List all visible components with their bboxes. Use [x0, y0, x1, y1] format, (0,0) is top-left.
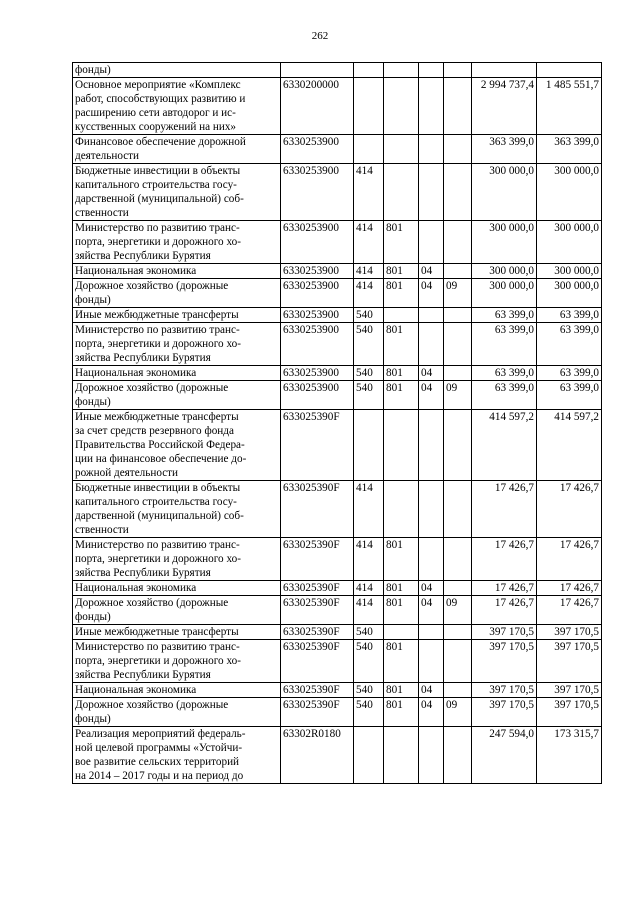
cell-amount-2: 397 170,5: [537, 683, 602, 698]
cell-amount-1: 300 000,0: [472, 221, 537, 264]
table-row: [73, 727, 602, 784]
table-row: [73, 698, 602, 727]
cell-name-line: на 2014 – 2017 годы и на период до: [75, 770, 244, 782]
cell-amount-1: 63 399,0: [472, 381, 537, 410]
cell-name-line: ственности: [75, 207, 129, 219]
cell-name: [73, 727, 281, 784]
table-row: [73, 581, 602, 596]
cell-amount-2: 173 315,7: [537, 727, 602, 784]
cell-section: [419, 538, 444, 581]
cell-program-code: 6330253900: [281, 221, 354, 264]
cell-program-code: 6330253900: [281, 366, 354, 381]
cell-amount-1: 397 170,5: [472, 698, 537, 727]
table-row: [73, 683, 602, 698]
cell-expense-type: 414: [354, 264, 384, 279]
cell-amount-2: 17 426,7: [537, 538, 602, 581]
cell-program-code: 633025390F: [281, 640, 354, 683]
cell-expense-type: 414: [354, 221, 384, 264]
cell-name-line: фонды): [75, 294, 111, 306]
cell-section: [419, 135, 444, 164]
cell-subsection: [444, 366, 472, 381]
cell-amount-1: 414 597,2: [472, 410, 537, 481]
cell-program-code: 633025390F: [281, 596, 354, 625]
cell-amount-2: 17 426,7: [537, 581, 602, 596]
cell-expense-type: 540: [354, 640, 384, 683]
cell-ministry-code: [384, 481, 419, 538]
cell-name: [73, 596, 281, 625]
cell-expense-type: 414: [354, 581, 384, 596]
cell-ministry-code: 801: [384, 381, 419, 410]
cell-ministry-code: [384, 78, 419, 135]
cell-name-line: порта, энергетики и дорожного хо-: [75, 338, 241, 350]
cell-ministry-code: 801: [384, 683, 419, 698]
cell-ministry-code: [384, 308, 419, 323]
cell-ministry-code: 801: [384, 323, 419, 366]
cell-name-line: дарственной (муниципальной) соб-: [75, 193, 244, 205]
cell-amount-2: 63 399,0: [537, 323, 602, 366]
cell-section: [419, 164, 444, 221]
cell-expense-type: 540: [354, 698, 384, 727]
cell-name-line: зяйства Республики Бурятия: [75, 669, 211, 681]
cell-section: [419, 640, 444, 683]
cell-program-code: 6330253900: [281, 264, 354, 279]
cell-expense-type: 540: [354, 366, 384, 381]
cell-amount-2: 17 426,7: [537, 481, 602, 538]
cell-name-line: работ, способствующих развитию и: [75, 93, 246, 105]
cell-name: [73, 410, 281, 481]
cell-amount-1: 397 170,5: [472, 625, 537, 640]
cell-name-line: фонды): [75, 611, 111, 623]
table-row: [73, 640, 602, 683]
cell-amount-1: 63 399,0: [472, 366, 537, 381]
cell-name-line: расширению сети автодорог и ис-: [75, 107, 236, 119]
cell-program-code: 633025390F: [281, 481, 354, 538]
cell-name-line: Реализация мероприятий федераль-: [75, 728, 246, 740]
cell-name-line: деятельности: [75, 150, 140, 162]
cell-section: 04: [419, 683, 444, 698]
cell-expense-type: 414: [354, 481, 384, 538]
cell-name: [73, 698, 281, 727]
cell-amount-1: 63 399,0: [472, 323, 537, 366]
cell-section: 04: [419, 381, 444, 410]
cell-subsection: [444, 63, 472, 78]
cell-name: [73, 640, 281, 683]
cell-subsection: [444, 625, 472, 640]
cell-ministry-code: 801: [384, 581, 419, 596]
cell-amount-1: 363 399,0: [472, 135, 537, 164]
cell-name-line: зяйства Республики Бурятия: [75, 567, 211, 579]
cell-expense-type: [354, 410, 384, 481]
cell-subsection: 09: [444, 279, 472, 308]
cell-program-code: 6330253900: [281, 164, 354, 221]
cell-amount-2: 63 399,0: [537, 381, 602, 410]
cell-name-line: Дорожное хозяйство (дорожные: [75, 280, 229, 292]
cell-name-line: Бюджетные инвестиции в объекты: [75, 165, 241, 177]
cell-amount-2: 300 000,0: [537, 264, 602, 279]
cell-ministry-code: 801: [384, 596, 419, 625]
cell-amount-2: 1 485 551,7: [537, 78, 602, 135]
cell-section: [419, 410, 444, 481]
cell-amount-1: 17 426,7: [472, 596, 537, 625]
cell-name-line: Министерство по развитию транс-: [75, 324, 240, 336]
cell-subsection: [444, 538, 472, 581]
cell-section: [419, 625, 444, 640]
cell-amount-1: 17 426,7: [472, 538, 537, 581]
cell-subsection: 09: [444, 698, 472, 727]
cell-subsection: 09: [444, 596, 472, 625]
cell-amount-2: 17 426,7: [537, 596, 602, 625]
cell-section: 04: [419, 264, 444, 279]
cell-section: 04: [419, 279, 444, 308]
cell-name-line: порта, энергетики и дорожного хо-: [75, 553, 241, 565]
cell-ministry-code: 801: [384, 279, 419, 308]
cell-name: [73, 135, 281, 164]
cell-expense-type: 540: [354, 323, 384, 366]
cell-section: [419, 63, 444, 78]
cell-subsection: [444, 727, 472, 784]
cell-name-line: Национальная экономика: [75, 582, 197, 594]
cell-expense-type: 540: [354, 381, 384, 410]
cell-name-line: Министерство по развитию транс-: [75, 222, 240, 234]
table-row: [73, 78, 602, 135]
cell-program-code: 633025390F: [281, 410, 354, 481]
cell-name-line: вое развитие сельских территорий: [75, 756, 240, 768]
cell-amount-1: 2 994 737,4: [472, 78, 537, 135]
cell-ministry-code: 801: [384, 640, 419, 683]
cell-program-code: 6330253900: [281, 323, 354, 366]
cell-amount-2: 363 399,0: [537, 135, 602, 164]
cell-section: [419, 308, 444, 323]
table-row: [73, 596, 602, 625]
cell-name: [73, 581, 281, 596]
cell-amount-1: 63 399,0: [472, 308, 537, 323]
cell-ministry-code: [384, 410, 419, 481]
cell-name-line: Иные межбюджетные трансферты: [75, 309, 239, 321]
cell-subsection: [444, 323, 472, 366]
cell-name-line: за счет средств резервного фонда: [75, 425, 234, 437]
cell-name: [73, 481, 281, 538]
cell-name-line: Иные межбюджетные трансферты: [75, 411, 239, 423]
cell-program-code: 633025390F: [281, 698, 354, 727]
cell-amount-2: 300 000,0: [537, 279, 602, 308]
page-number: 262: [311, 30, 329, 42]
cell-name-line: порта, энергетики и дорожного хо-: [75, 655, 241, 667]
cell-amount-2: 397 170,5: [537, 640, 602, 683]
cell-name-line: Иные межбюджетные трансферты: [75, 626, 239, 638]
cell-name: [73, 164, 281, 221]
cell-name-line: порта, энергетики и дорожного хо-: [75, 236, 241, 248]
cell-subsection: [444, 308, 472, 323]
cell-expense-type: [354, 78, 384, 135]
cell-name: [73, 264, 281, 279]
cell-name-line: дарственной (муниципальной) соб-: [75, 510, 244, 522]
cell-program-code: 633025390F: [281, 683, 354, 698]
table-row: [73, 221, 602, 264]
cell-section: [419, 481, 444, 538]
cell-name-line: Финансовое обеспечение дорожной: [75, 136, 246, 148]
cell-name-line: ственности: [75, 524, 129, 536]
cell-amount-1: 300 000,0: [472, 264, 537, 279]
table-row: [73, 625, 602, 640]
cell-name: [73, 625, 281, 640]
cell-program-code: 63302R0180: [281, 727, 354, 784]
cell-name-line: фонды): [75, 396, 111, 408]
cell-amount-2: 63 399,0: [537, 366, 602, 381]
cell-name-line: фонды): [75, 713, 111, 725]
cell-amount-1: 397 170,5: [472, 683, 537, 698]
cell-name-line: кусственных сооружений на них»: [75, 121, 237, 133]
cell-subsection: [444, 135, 472, 164]
cell-ministry-code: 801: [384, 538, 419, 581]
cell-expense-type: 540: [354, 625, 384, 640]
cell-name: [73, 279, 281, 308]
table-row: [73, 481, 602, 538]
cell-name-line: Национальная экономика: [75, 367, 197, 379]
cell-name-line: Правительства Российской Федера-: [75, 439, 245, 451]
cell-amount-2: 414 597,2: [537, 410, 602, 481]
cell-subsection: [444, 264, 472, 279]
cell-ministry-code: 801: [384, 698, 419, 727]
budget-table: [72, 62, 602, 784]
cell-program-code: 6330253900: [281, 381, 354, 410]
cell-name-line: Национальная экономика: [75, 684, 197, 696]
cell-name-line: Министерство по развитию транс-: [75, 641, 240, 653]
cell-amount-2: [537, 63, 602, 78]
cell-amount-2: 397 170,5: [537, 625, 602, 640]
cell-subsection: [444, 481, 472, 538]
cell-subsection: [444, 581, 472, 596]
cell-ministry-code: [384, 63, 419, 78]
budget-table-body: [73, 63, 602, 784]
cell-ministry-code: [384, 625, 419, 640]
table-row: [73, 264, 602, 279]
cell-ministry-code: [384, 135, 419, 164]
cell-subsection: [444, 78, 472, 135]
cell-amount-1: 17 426,7: [472, 481, 537, 538]
cell-name-line: Министерство по развитию транс-: [75, 539, 240, 551]
cell-subsection: [444, 640, 472, 683]
table-row: [73, 381, 602, 410]
cell-subsection: [444, 164, 472, 221]
cell-section: 04: [419, 698, 444, 727]
cell-amount-1: 397 170,5: [472, 640, 537, 683]
cell-program-code: 633025390F: [281, 538, 354, 581]
cell-name: [73, 323, 281, 366]
cell-amount-1: 300 000,0: [472, 164, 537, 221]
cell-subsection: [444, 221, 472, 264]
cell-amount-1: [472, 63, 537, 78]
table-row: [73, 279, 602, 308]
cell-expense-type: [354, 63, 384, 78]
cell-section: 04: [419, 581, 444, 596]
table-row: [73, 323, 602, 366]
cell-subsection: 09: [444, 381, 472, 410]
cell-section: [419, 727, 444, 784]
cell-ministry-code: 801: [384, 221, 419, 264]
cell-name-line: зяйства Республики Бурятия: [75, 250, 211, 262]
cell-program-code: 633025390F: [281, 625, 354, 640]
cell-name: [73, 366, 281, 381]
cell-name-line: капитального строительства госу-: [75, 179, 237, 191]
cell-section: [419, 323, 444, 366]
cell-expense-type: 414: [354, 279, 384, 308]
cell-amount-2: 397 170,5: [537, 698, 602, 727]
cell-name-line: ной целевой программы «Устойчи-: [75, 742, 243, 754]
cell-program-code: [281, 63, 354, 78]
cell-expense-type: [354, 727, 384, 784]
cell-name: [73, 538, 281, 581]
cell-subsection: [444, 410, 472, 481]
cell-amount-1: 17 426,7: [472, 581, 537, 596]
cell-name: [73, 78, 281, 135]
cell-name: [73, 63, 281, 78]
table-row: [73, 63, 602, 78]
table-row: [73, 366, 602, 381]
cell-name: [73, 683, 281, 698]
cell-name-line: Дорожное хозяйство (дорожные: [75, 597, 229, 609]
cell-program-code: 6330200000: [281, 78, 354, 135]
cell-expense-type: 540: [354, 683, 384, 698]
cell-subsection: [444, 683, 472, 698]
table-row: [73, 538, 602, 581]
cell-name-line: ции на финансовое обеспечение до-: [75, 453, 247, 465]
table-row: [73, 164, 602, 221]
cell-name-line: Национальная экономика: [75, 265, 197, 277]
cell-name-line: зяйства Республики Бурятия: [75, 352, 211, 364]
cell-ministry-code: [384, 164, 419, 221]
cell-ministry-code: 801: [384, 366, 419, 381]
cell-name-line: Основное мероприятие «Комплекс: [75, 79, 241, 91]
cell-section: 04: [419, 366, 444, 381]
cell-ministry-code: 801: [384, 264, 419, 279]
cell-program-code: 6330253900: [281, 135, 354, 164]
cell-name: [73, 308, 281, 323]
cell-expense-type: 414: [354, 164, 384, 221]
cell-expense-type: [354, 135, 384, 164]
table-row: [73, 308, 602, 323]
cell-amount-2: 300 000,0: [537, 164, 602, 221]
cell-program-code: 633025390F: [281, 581, 354, 596]
cell-amount-2: 63 399,0: [537, 308, 602, 323]
cell-name-line: капитального строительства госу-: [75, 496, 237, 508]
cell-amount-1: 247 594,0: [472, 727, 537, 784]
cell-name-line: Дорожное хозяйство (дорожные: [75, 699, 229, 711]
cell-name: [73, 221, 281, 264]
table-row: [73, 135, 602, 164]
cell-amount-2: 300 000,0: [537, 221, 602, 264]
cell-expense-type: 414: [354, 538, 384, 581]
cell-section: [419, 221, 444, 264]
cell-amount-1: 300 000,0: [472, 279, 537, 308]
cell-program-code: 6330253900: [281, 308, 354, 323]
cell-name: [73, 381, 281, 410]
table-row: [73, 410, 602, 481]
cell-section: [419, 78, 444, 135]
cell-name-line: рожной деятельности: [75, 467, 179, 479]
cell-section: 04: [419, 596, 444, 625]
cell-name-line: Бюджетные инвестиции в объекты: [75, 482, 241, 494]
cell-name-line: Дорожное хозяйство (дорожные: [75, 382, 229, 394]
cell-program-code: 6330253900: [281, 279, 354, 308]
cell-expense-type: 414: [354, 596, 384, 625]
cell-name-line: фонды): [75, 64, 111, 76]
cell-expense-type: 540: [354, 308, 384, 323]
cell-ministry-code: [384, 727, 419, 784]
